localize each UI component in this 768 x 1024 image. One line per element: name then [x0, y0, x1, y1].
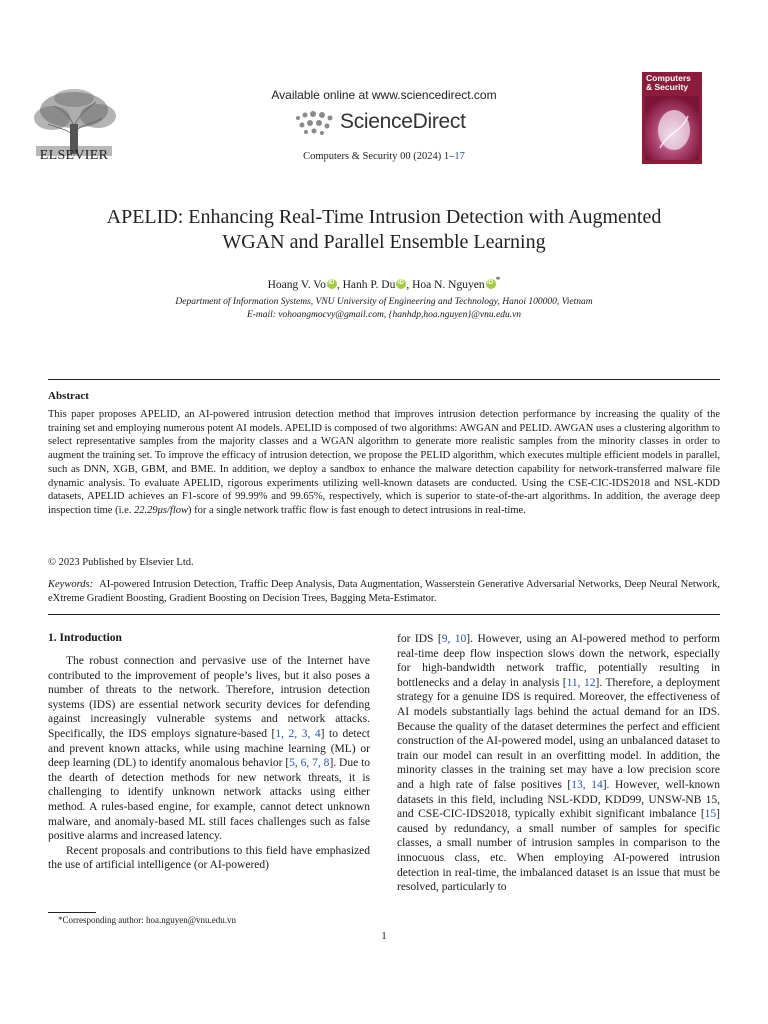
abstract-math: 22.29μs/flow — [134, 504, 189, 516]
publisher-name: ELSEVIER — [39, 148, 109, 163]
right-column — [397, 632, 720, 895]
orcid-icon[interactable] — [486, 279, 496, 289]
left-column — [48, 654, 370, 873]
text-run: The robust connection and pervasive use of the Internet have contributed to the improvement of people’s lives, but it also poses a number of threats to the network. Therefore, intrusion detection systems (IDS) are essential network security devices for defending against increasingly vulnerable systems and network attacks. Specifically, the IDS employs signature-based [ — [48, 655, 370, 740]
footnote-divider — [48, 912, 96, 913]
sciencedirect-wordmark: ScienceDirect — [340, 110, 466, 133]
intro-paragraph-2: Recent proposals and contributions to this field have emphasized the use of artificial intelligence (or AI-powered) — [48, 844, 370, 872]
last-page-link[interactable]: 17 — [454, 151, 465, 162]
citation-link[interactable]: 9, 10 — [441, 633, 467, 645]
text-run: ] to detect and prevent known attacks, while using machine learning (ML) or deep learning (DL) to identify anomalous behavior [ — [48, 727, 371, 770]
text-run: for IDS [ — [397, 633, 442, 645]
orcid-icon[interactable] — [327, 279, 337, 289]
author-list: Hoang V. VoiD , Hanh P. DuiD , Hoa N. NguyeniD * — [40, 275, 728, 291]
copyright-line: © 2023 Published by Elsevier Ltd. — [48, 557, 194, 568]
citation-link[interactable]: 11, 12 — [566, 676, 596, 689]
citation-link[interactable]: 1, 2, 3, 4 — [275, 727, 321, 740]
text-run: ] caused by redundancy, a small number of samples for specific classes, a small number of intrusion samples in comparison to the innocuous class, etc. When employing AI-powered intrusion detection in real-time, the imbalanced dataset is an issue that must be resolved, particularly to — [397, 808, 720, 894]
abstract-heading: Abstract — [48, 390, 89, 402]
divider — [48, 379, 720, 380]
affiliation-block — [40, 296, 728, 322]
citation-link[interactable]: 15 — [704, 808, 717, 821]
text-run: ]. Therefore, a deployment strategy for a genuine IDS is required. Moreover, the effectiveness of AI models substantially lags behind the actual demand for an IDS. Because the quality of the dataset determines the perfect and efficient construction of the AI-powered model, using an unbalanced dataset to train our model can result in an overfitting model. In addition, the minority classes in the training set may have a low precision score and a high rate of false positives [ — [397, 676, 720, 791]
author-3: Hoa N. Nguyen — [412, 278, 485, 291]
divider — [48, 614, 720, 615]
abstract-text-1: This paper proposes APELID, an AI-powered intrusion detection method that improves intrusion detection performance by increasing the quality of the training set and employing numerous potent AI models. APELID is composed of two algorithms: AWGAN and PELID. AWGAN uses a clustering algorithm to select representative samples from the majority classes and a WGAN algorithm to generate more realistic samples from the minority classes in order to augment the training set. To improve the efficacy of intrusion detection, we propose the PELID algorithm, which executes multiple efficient models in parallel, such as DNN, XGB, GBM, and BME. In addition, we deploy a sandbox to enhance the malware detection capability for network-transferred malware file dynamic analysis. To evaluate APELID, rigorous experiments utilizing well-known datasets are conducted. Using the CSE-CIC-IDS2018 and NSL-KDD datasets, APELID achieves an F1-score of 99.99% and 99.65%, respectively, which is superior to state-of-the-art algorithms. In addition, the average deep inspection time (i.e. — [48, 409, 720, 516]
abstract-body — [48, 408, 720, 518]
text-run: ]. Due to the dearth of detection methods for new network threats, it is challenging to identify unknown network attacks using either method. A rules-based engine, for example, cannot detect unknown malware, and anomaly-based ML still faces challenges such as false positive alarms and increased latency. — [48, 757, 371, 843]
journal-cover-image — [642, 72, 702, 164]
orcid-icon[interactable] — [396, 279, 406, 289]
footnote: *Corresponding author: hoa.nguyen@vnu.edu.vn — [58, 915, 237, 925]
intro-paragraph-3 — [397, 632, 720, 895]
journal-ref-text: Computers & Security 00 (2024) 1– — [303, 151, 455, 162]
available-online-text: Available online at www.sciencedirect.com — [271, 88, 497, 102]
cover-title-1: Computers — [646, 73, 691, 83]
corresponding-mark: * — [495, 275, 501, 286]
keywords-label: Keywords: — [48, 579, 94, 590]
citation-link[interactable]: 13, 14 — [571, 778, 603, 791]
intro-paragraph-1 — [48, 654, 370, 844]
cover-title — [646, 74, 691, 92]
journal-reference — [244, 151, 524, 162]
text-run: ]. However, well-known datasets in this field, including NSL-KDD, KDD99, UNSW-NB 15, and CSE-CIC-IDS2018, typically exhibit significant imbalance [ — [397, 778, 721, 821]
page-number: 1 — [381, 930, 387, 942]
author-emails: E-mail: vohoangmocvy@gmail.com, {hanhdp,hoa.nguyen}@vnu.edu.vn — [246, 310, 522, 320]
title-line-1: APELID: Enhancing Real-Time Intrusion Detection with Augmented — [106, 206, 662, 228]
cover-title-2: & Security — [646, 82, 689, 92]
affiliation: Department of Information Systems, VNU University of Engineering and Technology, Hanoi 100000, Vietnam — [175, 297, 593, 307]
author-2: Hanh P. Du — [342, 278, 396, 291]
citation-link[interactable]: 5, 6, 7, 8 — [289, 757, 330, 770]
text-run: ]. However, using an AI-powered method to perform real-time deep flow inspection slows down the network, especially for high-bandwidth network traffic, potentially resulting in bottlenecks and a delay in analysis [ — [397, 633, 720, 689]
paper-title — [40, 205, 728, 255]
author-1: Hoang V. Vo — [267, 278, 326, 291]
title-line-2: WGAN and Parallel Ensemble Learning — [222, 231, 546, 253]
keywords-text: AI-powered Intrusion Detection, Traffic Deep Analysis, Data Augmentation, Wasserstein Generative Adversarial Networks, Deep Neural Network, eXtreme Gradient Boosting, Gradient Boosting on Decision Trees, Bagging Meta-Estimator. — [48, 579, 720, 604]
keywords-block — [48, 578, 720, 605]
abstract-text-2: ) for a single network traffic flow is fast enough to detect intrusions in real-time. — [188, 504, 526, 516]
section-heading-introduction: 1. Introduction — [48, 632, 122, 644]
